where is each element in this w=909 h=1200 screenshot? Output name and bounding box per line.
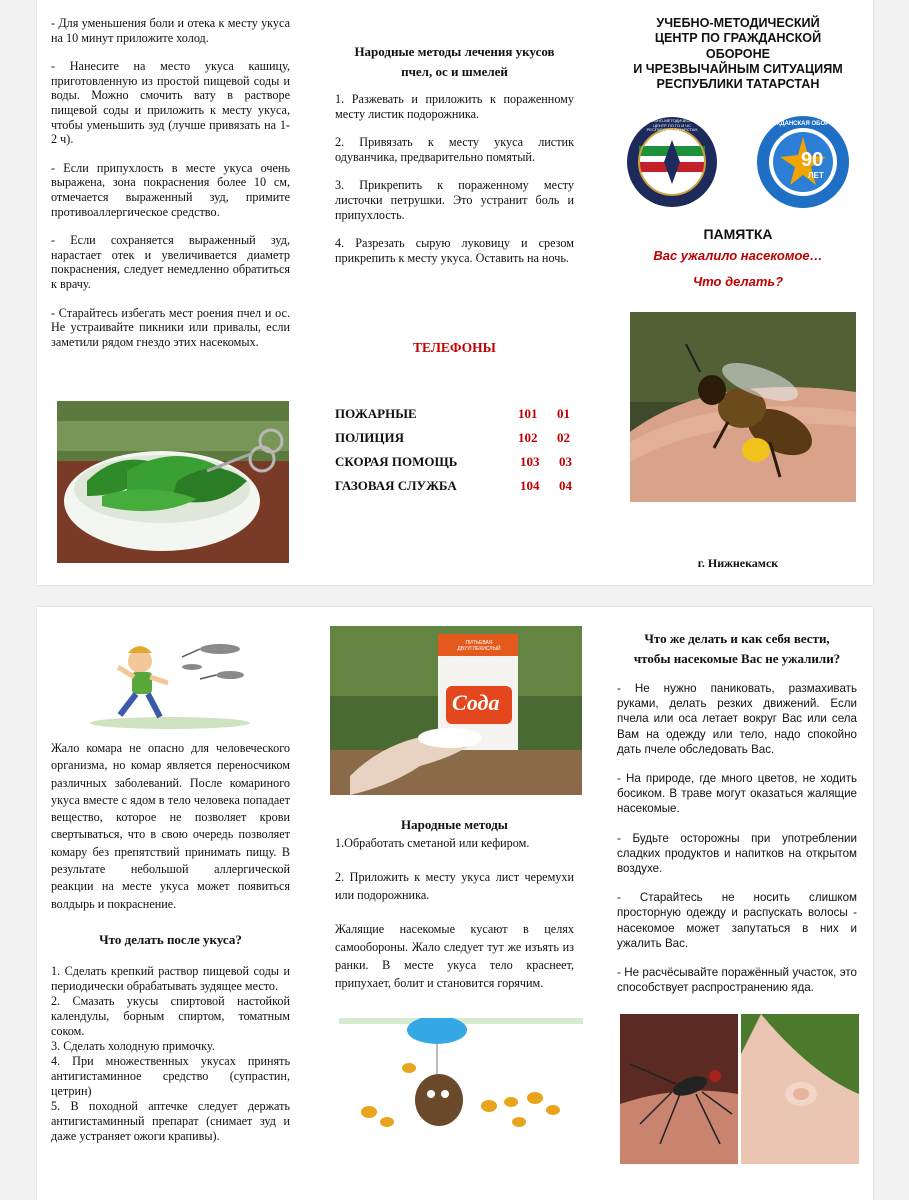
phone-row: [335, 454, 580, 472]
memo-question: Что делать?: [692, 274, 784, 289]
phone-row: [335, 406, 580, 424]
p1-middle-column: [335, 42, 574, 279]
phones-title: ТЕЛЕФОНЫ: [413, 340, 496, 355]
phone-service-name: ПОЛИЦИЯ: [335, 430, 404, 445]
prevention-tip: - На природе, где много цветов, не ходить босиком. В траве могут оказаться жалящие насекомые.: [617, 772, 857, 816]
soda-box-label: ПИТЬЕВАЯ ДВУУГЛЕКИСЛЫЙ: [457, 640, 501, 652]
after-bite-step: 2. Смазать укусы спиртовой настойкой календулы, борным спиртом, томатным соком.: [51, 994, 290, 1039]
phone-number: 102: [518, 430, 538, 445]
org-line: УЧЕБНО-МЕТОДИЧЕСКИЙ: [656, 16, 820, 30]
anniversary-label: ЛЕТ: [808, 171, 824, 180]
emblem-ring-text: ГРАЖДАНСКАЯ ОБОРОНА: [763, 121, 843, 127]
after-bite-list: [51, 964, 290, 1144]
p2-left-column: [51, 740, 290, 1144]
phone-number-short: 02: [557, 430, 570, 445]
heading-line: пчел, ос и шмелей: [401, 64, 508, 79]
p1-left-paragraph: - Старайтесь избегать мест роения пчел и ос. Не устраивайте пикники или привалы, если заметили рядом гнездо этих насекомых.: [51, 305, 290, 349]
prevention-tip: - Будьте осторожны при употреблении сладких продуктов и напитков на открытом воздухе.: [617, 831, 857, 876]
stinging-insects-paragraph: Жалящие насекомые кусают в целях самообороны. Жало следует тут же изъять из ранки. В месте укуса тело краснеет, припухает, болит и становится горячим.: [335, 922, 574, 990]
p1-left-paragraph: - Нанесите на место укуса кашицу, приготовленную из простой пищевой соды и воды. Можно смочить вату в растворе пищевой соды и приложить к месту укуса, чтобы уменьшить зуд (лучше привязать на 1-2 ч).: [51, 59, 290, 147]
folk-method-item: 1. Разжевать и приложить к пораженному месту листик подорожника.: [335, 92, 574, 121]
plantain-bowl-image: [57, 401, 289, 563]
after-bite-step: 1. Сделать крепкий раствор пищевой соды и периодически обрабатывать зудящее место.: [51, 964, 290, 994]
cartoon-bees-balloon-image: [339, 1018, 583, 1138]
prevention-heading: [617, 629, 857, 669]
org-line: РЕСПУБЛИКИ ТАТАРСТАН: [656, 77, 820, 92]
heading-line: чтобы насекомые Вас не ужалили?: [633, 651, 841, 666]
p2-right-column: [617, 629, 857, 1009]
phone-number: 104: [520, 478, 540, 493]
p1-left-paragraph: - Если припухлость в месте укуса очень выражена, зона покраснения более 10 см, отмечается выраженный зуд, примите противоаллергическое средство.: [51, 160, 290, 219]
folk-method-item: 2. Привязать к месту укуса листик одуванчика, предварительно помятый.: [335, 135, 574, 164]
heading-line: Народные методы лечения укусов: [354, 44, 555, 59]
folk-method-item: 4. Разрезать сырую луковицу и срезом прикрепить к месту укуса. Оставить на ночь.: [335, 236, 574, 265]
organization-name: [620, 16, 856, 92]
mosquito-info-paragraph: Жало комара не опасно для человеческого организма, но комар является переносчиком различных заболеваний. После комариного укуса вместе с ядом в тело человека попадает вещество, которое не позволяет крови свертываться, что в свою очередь позволяет комару без препятствий принимать пищу. В результате небольшой аллергической реакции на месте укуса может появиться волдырь и покраснение.: [51, 741, 290, 911]
brochure-page-1: [37, 0, 873, 585]
civil-defense-90-emblem: [756, 115, 850, 209]
phone-row: [335, 430, 580, 448]
phone-row: [335, 478, 580, 496]
soda-brand: Сода: [452, 690, 500, 715]
phone-number-short: 03: [559, 454, 572, 469]
phone-number-short: 01: [557, 406, 570, 421]
phone-service-name: СКОРАЯ ПОМОЩЬ: [335, 454, 458, 469]
org-line: ЦЕНТР ПО ГРАЖДАНСКОЙ: [654, 31, 822, 46]
emblem-ring-text: УЧЕБНО-МЕТОДИЧЕСКИЙ ЦЕНТР ПО ГО И ЧС РЕСПУБЛИКА ТАТАРСТАН: [646, 118, 698, 132]
phone-number: 101: [518, 406, 538, 421]
after-bite-step: 5. В походной аптечке следует держать антигистаминный препарат (снимает зуд и даже устраняет ожоги крапивы).: [51, 1099, 290, 1144]
folk-methods-heading: [335, 42, 574, 82]
training-center-emblem: [626, 116, 718, 208]
bee-on-finger-image: [630, 312, 856, 502]
phone-number-short: 04: [559, 478, 572, 493]
phones-table: [335, 406, 580, 506]
mosquito-cartoon-image: [90, 627, 264, 730]
bite-welt-photo: [741, 1014, 859, 1164]
baking-soda-photo: [330, 626, 582, 795]
phone-service-name: ГАЗОВАЯ СЛУЖБА: [335, 478, 457, 493]
brochure-page-2: [37, 607, 873, 1200]
memo-subtitle: Вас ужалило насекомое…: [653, 248, 823, 263]
prevention-tip: - Старайтесь не носить слишком просторную одежду и распускать волосы - насекомое может запутаться в них и ужалить Вас.: [617, 891, 857, 950]
after-bite-step: 4. При множественных укусах принять антигистаминное средство (супрастин, цетрин): [51, 1054, 290, 1099]
p1-left-paragraph: - Если сохраняется выраженный зуд, нарастает отек и увеличивается диаметр покраснения, следует немедленно обратиться к врачу.: [51, 233, 290, 291]
after-bite-step: 3. Сделать холодную примочку.: [51, 1039, 215, 1054]
phone-service-name: ПОЖАРНЫЕ: [335, 406, 417, 421]
after-bite-heading: Что делать после укуса?: [99, 931, 242, 947]
heading-line: Что же делать и как себя вести,: [644, 631, 830, 646]
prevention-tip: - Не нужно паниковать, размахивать руками, делать резких движений. Если пчела или оса летает вокруг Вас или села Вам на одежду или тело, надо спокойно дать пчеле обследовать Вас.: [617, 682, 857, 756]
org-line: И ЧРЕЗВЫЧАЙНЫМ СИТУАЦИЯМ: [633, 61, 843, 76]
org-line: ОБОРОНЕ: [705, 46, 771, 61]
folk-methods-heading-2: Народные методы: [401, 817, 508, 832]
p2-middle-column: [335, 816, 574, 1006]
folk-method-item: 3. Прикрепить к пораженному месту листочки петрушки. Это устранит боль и припухлость.: [335, 178, 574, 222]
anniversary-number: 90: [801, 149, 824, 171]
memo-title: ПАМЯТКА: [703, 226, 773, 242]
city-name: г. Нижнекамск: [697, 556, 779, 570]
mosquito-bite-photo: [620, 1014, 738, 1164]
folk-method-item: 2. Приложить к месту укуса лист черемухи или подорожника.: [335, 870, 574, 902]
folk-method-item: 1.Обработать сметаной или кефиром.: [335, 836, 530, 850]
p1-left-paragraph: - Для уменьшения боли и отека к месту укуса на 10 минут приложите холод.: [51, 16, 290, 45]
prevention-tip: - Не расчёсывайте поражённый участок, это способствует распространению яда.: [617, 966, 857, 995]
phone-number: 103: [520, 454, 540, 469]
p1-left-column: [51, 16, 290, 363]
